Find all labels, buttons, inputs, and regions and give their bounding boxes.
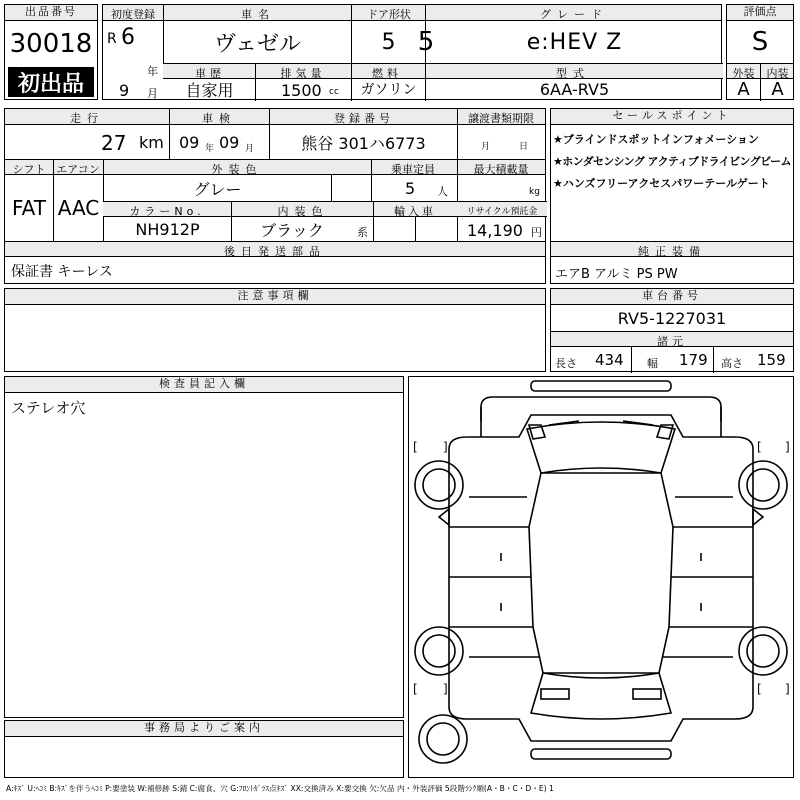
- fuel-header: 燃料: [372, 67, 402, 80]
- score-box: [726, 4, 794, 100]
- first-listing-badge: 初出品: [8, 67, 94, 97]
- height-value: 159: [757, 351, 786, 369]
- inspector-header: 検査員記入欄: [5, 377, 403, 393]
- notes-header: 注意事項欄: [5, 289, 545, 305]
- later-parts-value: 保証書 キーレス: [11, 264, 113, 280]
- height-label: 高さ: [721, 357, 743, 370]
- inspector-value: ステレオ穴: [11, 399, 86, 417]
- transfer-day-unit: 日: [519, 142, 529, 152]
- inspection-month-unit: 月: [245, 144, 255, 154]
- int-color-suffix: 系: [357, 226, 368, 239]
- ext-color-value: グレー: [193, 179, 242, 199]
- registration-value: 熊谷 301ハ6773: [301, 133, 426, 153]
- mileage-header: 走行: [70, 112, 104, 125]
- selling-point-2: ★ホンダセンシング アクティブドライビングビーム: [553, 155, 791, 168]
- svg-text:[: [: [413, 682, 418, 696]
- transfer-month-unit: 月: [481, 142, 491, 152]
- width-label: 幅: [647, 357, 658, 370]
- first-reg-era: R: [107, 31, 117, 47]
- inspection-month: 09: [219, 133, 240, 152]
- car-outline-diagram: [409, 377, 793, 777]
- interior-grade-value: A: [771, 78, 784, 100]
- svg-text:[: [: [757, 440, 762, 454]
- displacement-unit: cc: [329, 87, 339, 97]
- model-value: 6AA-RV5: [539, 79, 610, 99]
- chassis-header: 車台番号: [551, 289, 793, 305]
- first-reg-month-unit: 月: [147, 87, 158, 100]
- grade-value: e:HEV Z: [526, 29, 623, 55]
- svg-text:]: ]: [785, 682, 790, 696]
- grade-header: グレード: [540, 8, 608, 21]
- chassis-value: RV5-1227031: [617, 308, 727, 328]
- inspection-header: 車検: [202, 112, 236, 125]
- displacement-header: 排気量: [280, 67, 326, 80]
- doors-header: ドア形状: [367, 8, 411, 21]
- shift-header: シフト: [12, 163, 46, 176]
- length-value: 434: [595, 351, 624, 369]
- car-name-header: 車名: [241, 8, 275, 21]
- color-no-value: NH912P: [135, 219, 200, 239]
- notes-box: [4, 288, 546, 372]
- registration-header: 登録番号: [334, 112, 394, 125]
- doors-value-display: 5: [381, 29, 396, 55]
- color-no-header: カラーNo.: [129, 205, 205, 218]
- office-box: [4, 720, 404, 778]
- fuel-value: ガソリン: [360, 82, 417, 98]
- legend-text: A:ｷｽﾞ U:ﾍｺﾐ B:ｷｽﾞを伴うﾍｺﾐ P:要塗装 W:補修跡 S:錆 C:腐食、穴 G:ﾌﾛﾝﾄｶﾞﾗｽ点ｷｽﾞ XX:交換済み X:要交換 欠:欠品 内・外装評価 5段階ﾗﾝｸ順(A・B・C・D・E) 1: [6, 784, 554, 793]
- vehicle-info-top: 初度登録 車名 ドア形状 グレード R 6 年 ヴェゼル 5 5 e:HEV Z 車歴 排気量 燃料 型式 9 月 自家用 1500 cc ガソリン 6AA-RV5: [102, 4, 722, 100]
- first-reg-year-unit: 年: [147, 65, 158, 78]
- selling-points-box: [550, 108, 794, 284]
- svg-text:]: ]: [443, 440, 448, 454]
- dims-header: 諸元: [657, 335, 687, 348]
- first-reg-year: 6: [121, 25, 135, 50]
- svg-text:]: ]: [785, 440, 790, 454]
- selling-points-header: セールスポイント: [551, 109, 793, 125]
- score-header: 評価点: [727, 5, 793, 21]
- vehicle-info-middle: [4, 108, 546, 284]
- history-value: 自家用: [185, 80, 234, 100]
- length-label: 長さ: [555, 357, 577, 370]
- chassis-box: [550, 288, 794, 372]
- lot-box: [4, 4, 98, 100]
- max-load-header: 最大積載量: [473, 163, 529, 176]
- lot-header: 出品番号: [5, 5, 97, 21]
- equipment-header: 純正装備: [638, 245, 706, 258]
- width-value: 179: [679, 351, 708, 369]
- selling-point-3: ★ハンズフリーアクセスパワーテールゲート: [553, 177, 770, 190]
- car-name: ヴェゼル: [213, 31, 302, 57]
- selling-point-1: ★ブラインドスポットインフォメーション: [553, 133, 759, 146]
- score-value: S: [751, 27, 769, 57]
- model-header: 型式: [556, 67, 590, 80]
- transfer-header: 譲渡書類期限: [468, 112, 534, 125]
- aircon-header: エアコン: [56, 163, 100, 176]
- ext-color-header: 外装色: [211, 163, 263, 176]
- recycle-value: 14,190: [467, 221, 523, 240]
- later-parts-header: 後日発送部品: [224, 245, 326, 258]
- svg-text:[: [: [413, 440, 418, 454]
- exterior-grade-value: A: [737, 78, 750, 100]
- first-reg-month: 9: [119, 81, 130, 100]
- capacity-header: 乗車定員: [391, 163, 435, 176]
- svg-text:[: [: [757, 682, 762, 696]
- shift-value: FAT: [11, 196, 46, 220]
- car-damage-diagram: [408, 376, 794, 778]
- int-color-value: ブラック: [260, 220, 324, 240]
- lot-number: 30018: [9, 29, 93, 59]
- recycle-header: リサイクル預託金: [466, 207, 538, 217]
- history-header: 車歴: [195, 67, 225, 80]
- aircon-value: AAC: [57, 196, 100, 220]
- exterior-grade-header: 外装: [732, 67, 755, 80]
- first-reg-header: 初度登録: [111, 8, 155, 21]
- inspection-year: 09: [179, 133, 200, 152]
- import-header: 輸入車: [394, 205, 436, 218]
- capacity-unit: 人: [437, 185, 448, 198]
- displacement-value: 1500: [281, 81, 322, 100]
- equipment-value: エアB アルミ PS PW: [555, 267, 678, 282]
- int-color-header: 内装色: [277, 205, 329, 218]
- inspector-box: [4, 376, 404, 718]
- max-load-unit: kg: [529, 187, 540, 197]
- mileage-value: 27: [101, 131, 127, 155]
- mileage-unit: km: [139, 133, 164, 152]
- interior-grade-header: 内装: [766, 67, 789, 80]
- recycle-unit: 円: [531, 226, 542, 239]
- inspection-year-unit: 年: [205, 144, 215, 154]
- office-header: 事務局よりご案内: [5, 721, 403, 737]
- svg-text:]: ]: [443, 682, 448, 696]
- capacity-value: 5: [405, 179, 416, 198]
